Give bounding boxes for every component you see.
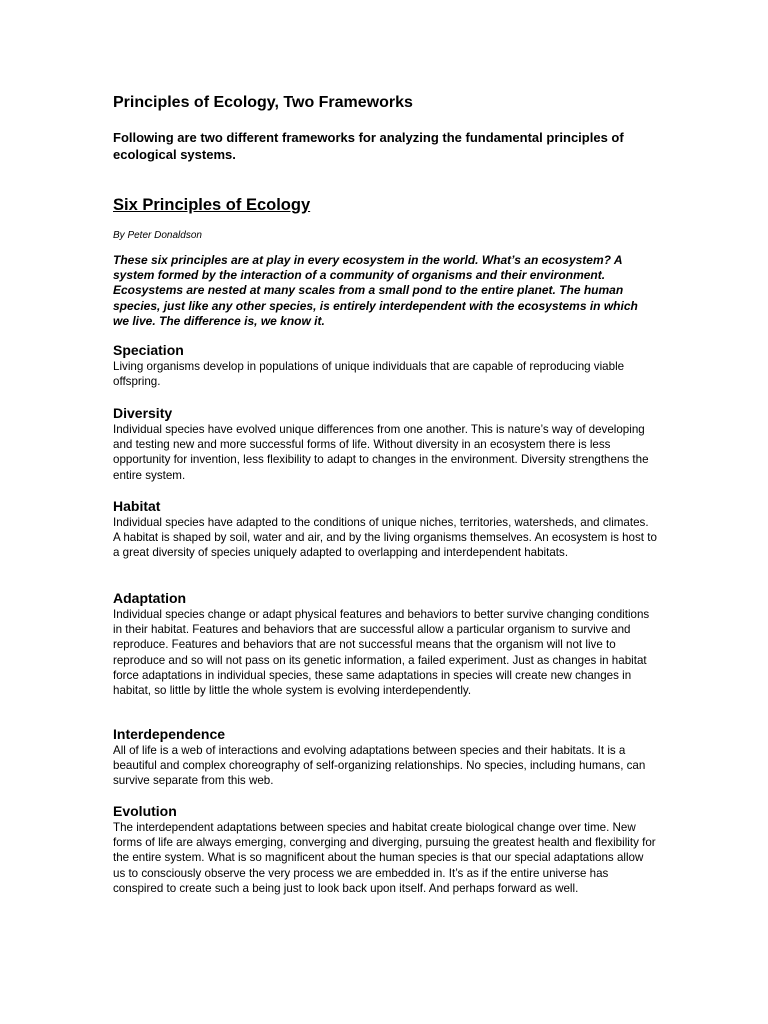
principle-body: The interdependent adaptations between species and habitat create biological change over time. New forms of life are always emerging, converging and diverging, pursuing the greatest health and flexibility for the entire system. What is so magnificent about the human species is that our special adaptations allow us to consciously observe the very process we are embedded in. It’s as if the entire universe has conspired to create such a being just to look back upon itself. And perhaps forward as well.: [113, 821, 656, 895]
principle-adaptation: [113, 590, 658, 698]
principle-diversity: [113, 405, 658, 483]
byline: By Peter Donaldson: [113, 230, 202, 241]
principle-heading: Adaptation: [113, 590, 187, 606]
principle-heading: Diversity: [113, 405, 173, 421]
document-title: Principles of Ecology, Two Frameworks: [113, 94, 413, 111]
document-intro: Following are two different frameworks for analyzing the fundamental principles of ecological systems.: [113, 130, 624, 162]
principle-interdependence: [113, 726, 658, 789]
lead-paragraph: These six principles are at play in every ecosystem in the world. What’s an ecosystem? A system formed by the interaction of a community of organisms and their environment. Ecosystems are nested at many scales from a small pond to the entire planet. The human species, just like any other species, is entirely interdependent with the ecosystems in which we live. The difference is, we know it.: [113, 253, 638, 328]
section-title: Six Principles of Ecology: [113, 196, 311, 214]
principle-body: Individual species have adapted to the conditions of unique niches, territories, watersheds, and climates. A habitat is shaped by soil, water and air, and by the living organisms themselves. An ecosystem is host to a great diversity of species uniquely adapted to overlapping and interdependent habitats.: [113, 516, 657, 560]
principle-heading: Evolution: [113, 803, 177, 819]
principle-body: Individual species change or adapt physical features and behaviors to better survive changing conditions in their habitat. Features and behaviors that are successful allow a particular organism to survive and reproduce. Features and behaviors that are not successful means that the organism will not live to reproduce and so will not pass on its genetic information, a failed experiment. Just as changes in habitat force adaptations in individual species, these same adaptations in species will create new changes in habitat, so little by little the whole system is evolving interdependently.: [113, 608, 650, 698]
principle-evolution: [113, 803, 658, 896]
principle-heading: Speciation: [113, 342, 184, 358]
principle-body: All of life is a web of interactions and evolving adaptations between species and their habitats. It is a beautiful and complex choreography of self-organizing relationships. No species, including humans, can survive separate from this web.: [113, 744, 646, 788]
principle-heading: Habitat: [113, 498, 161, 514]
principle-heading: Interdependence: [113, 726, 226, 742]
principle-body: Individual species have evolved unique differences from one another. This is nature’s way of developing and testing new and more successful forms of life. Without diversity in an ecosystem there is less opportunity for invention, less flexibility to adapt to changes in the environment. Diversity strengthens the entire system.: [113, 423, 649, 482]
principle-speciation: [113, 342, 658, 389]
principle-habitat: [113, 498, 658, 561]
principle-body: Living organisms develop in populations of unique individuals that are capable of reproducing viable offspring.: [113, 360, 625, 389]
